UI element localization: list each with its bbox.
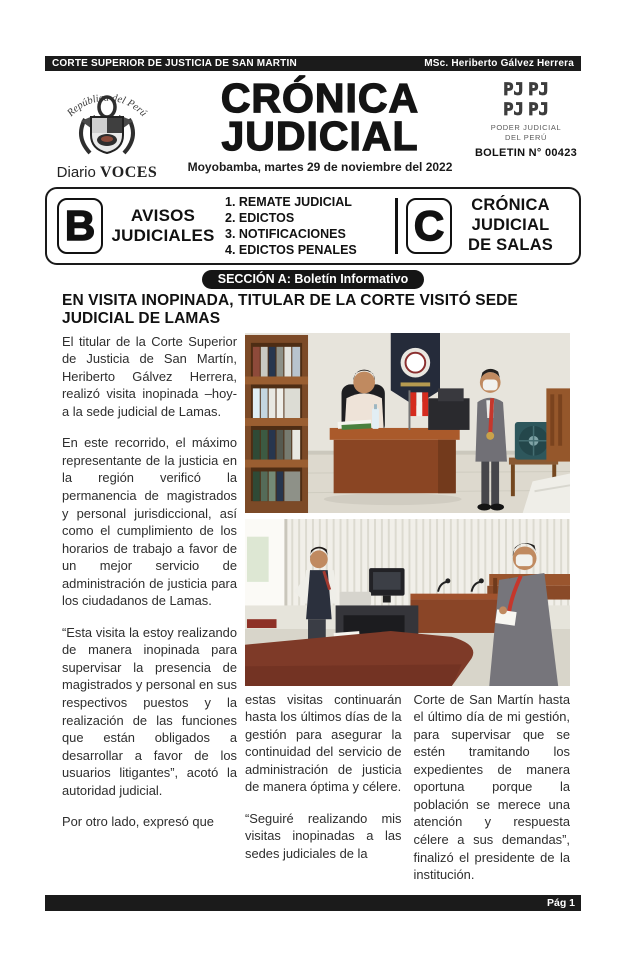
- top-bar: [45, 56, 581, 71]
- avisos-judiciales-title: [105, 206, 221, 245]
- voces-label: VOCES: [100, 164, 158, 181]
- article-body: [62, 333, 570, 901]
- photo-courtroom-visit: [245, 519, 570, 686]
- section-badge-row: [45, 270, 581, 289]
- pj-block: PJ: [503, 80, 524, 100]
- org-name-line1: PODER JUDICIAL: [490, 123, 562, 132]
- org-name-line2: DEL PERÚ: [504, 133, 548, 143]
- pj-block: PJ: [503, 100, 524, 120]
- article-column-3: [414, 691, 571, 898]
- page-number: Pág 1: [546, 897, 575, 909]
- paragraph: En este recorrido, el máximo representante de la justicia en la región verificó la permanencia de magistrados y personal jurisdiccional, así como el cumplimiento de los horarios de trabajo a favor de un mejor servicio de administración de justicia para los ciudadanos de Lamas.: [62, 435, 237, 609]
- judiciales-line: JUDICIALES: [111, 226, 215, 245]
- cronica-salas-title: [452, 196, 569, 255]
- service-item: 1. REMATE JUDICIAL: [225, 194, 352, 209]
- diario-voces-caption: [45, 164, 169, 182]
- paragraph: Corte de San Martín hasta el último día de mi gestión, para supervisar que se estén tramitando los expedientes de manera oportuna porque la población se merece una atención y respuesta célere a sus demandas”, finalizó el presidente de la institución.: [413, 691, 570, 883]
- dateline: Moyobamba, martes 29 de noviembre del 2022: [187, 160, 453, 175]
- letter-c-badge: C: [406, 198, 452, 254]
- bulletin-number: BOLETIN N° 00423: [474, 147, 578, 160]
- newspaper-title-line2: JUDICIAL: [221, 113, 419, 160]
- president-name: MSc. Heriberto Gálvez Herrera: [424, 58, 574, 69]
- poder-judicial-logo: [471, 77, 581, 183]
- masthead-title-block: [169, 77, 471, 183]
- paragraph: “Seguiré realizando mis visitas inopinadas a las sedes judiciales de la: [245, 810, 402, 861]
- paragraph: “Esta visita la estoy realizando de manera inopinada para supervisar la presencia de magistrados y personal en sus respectivos puestos y la realización de las funciones que están obligados a desarrollar a favor de los usuarios litigantes”, acotó la autoridad judicial.: [62, 624, 237, 798]
- pj-block: PJ: [528, 100, 549, 120]
- article-headline: EN VISITA INOPINADA, TITULAR DE LA CORTE VISITÓ SEDE JUDICIAL DE LAMAS: [62, 292, 518, 327]
- diario-voces-logo: [45, 77, 169, 183]
- vertical-divider: [395, 198, 398, 254]
- article-column-1: [62, 333, 237, 901]
- paragraph: Por otro lado, expresó que: [62, 814, 214, 830]
- newspaper-title-line1: CRÓNICA: [220, 75, 420, 121]
- c-title-line: CRÓNICA: [471, 196, 550, 215]
- letter-b-badge: B: [57, 198, 103, 254]
- pj-blocks-icon: [471, 81, 581, 120]
- service-item: 4. EDICTOS PENALES: [225, 243, 357, 258]
- service-item: 2. EDICTOS: [225, 210, 295, 225]
- services-list: [225, 194, 393, 259]
- masthead: [45, 77, 581, 183]
- court-name: CORTE SUPERIOR DE JUSTICIA DE SAN MARTIN: [52, 58, 297, 69]
- lower-text-columns: [245, 691, 570, 898]
- pj-block: PJ: [528, 80, 549, 100]
- article-column-2: [245, 691, 402, 898]
- paragraph: estas visitas continuarán hasta los últimos días de la gestión para asegurar la continuidad del servicio de administración de justicia de manera óptima y célere.: [245, 691, 402, 795]
- peru-coat-of-arms-icon: [45, 77, 169, 163]
- article-right-zone: [245, 333, 570, 901]
- c-title-line: DE SALAS: [467, 235, 554, 254]
- footer-bar: [45, 895, 581, 911]
- paragraph: El titular de la Corte Superior de Justicia de San Martín, Heriberto Gálvez Herrera, realizó visita inopinada –hoy- a la sede judicial de Lamas.: [62, 333, 237, 419]
- section-badge: SECCIÓN A: Boletín Informativo: [202, 270, 425, 289]
- newspaper-page: [45, 56, 581, 901]
- avisos-line: AVISOS: [130, 206, 196, 226]
- service-item: 3. NOTIFICACIONES: [225, 227, 346, 241]
- arc-text: República del Perú: [65, 92, 149, 119]
- services-box: [45, 187, 581, 265]
- diario-label: Diario: [56, 164, 101, 181]
- c-title-line: JUDICIAL: [471, 216, 550, 235]
- photo-office-visit: [245, 333, 570, 513]
